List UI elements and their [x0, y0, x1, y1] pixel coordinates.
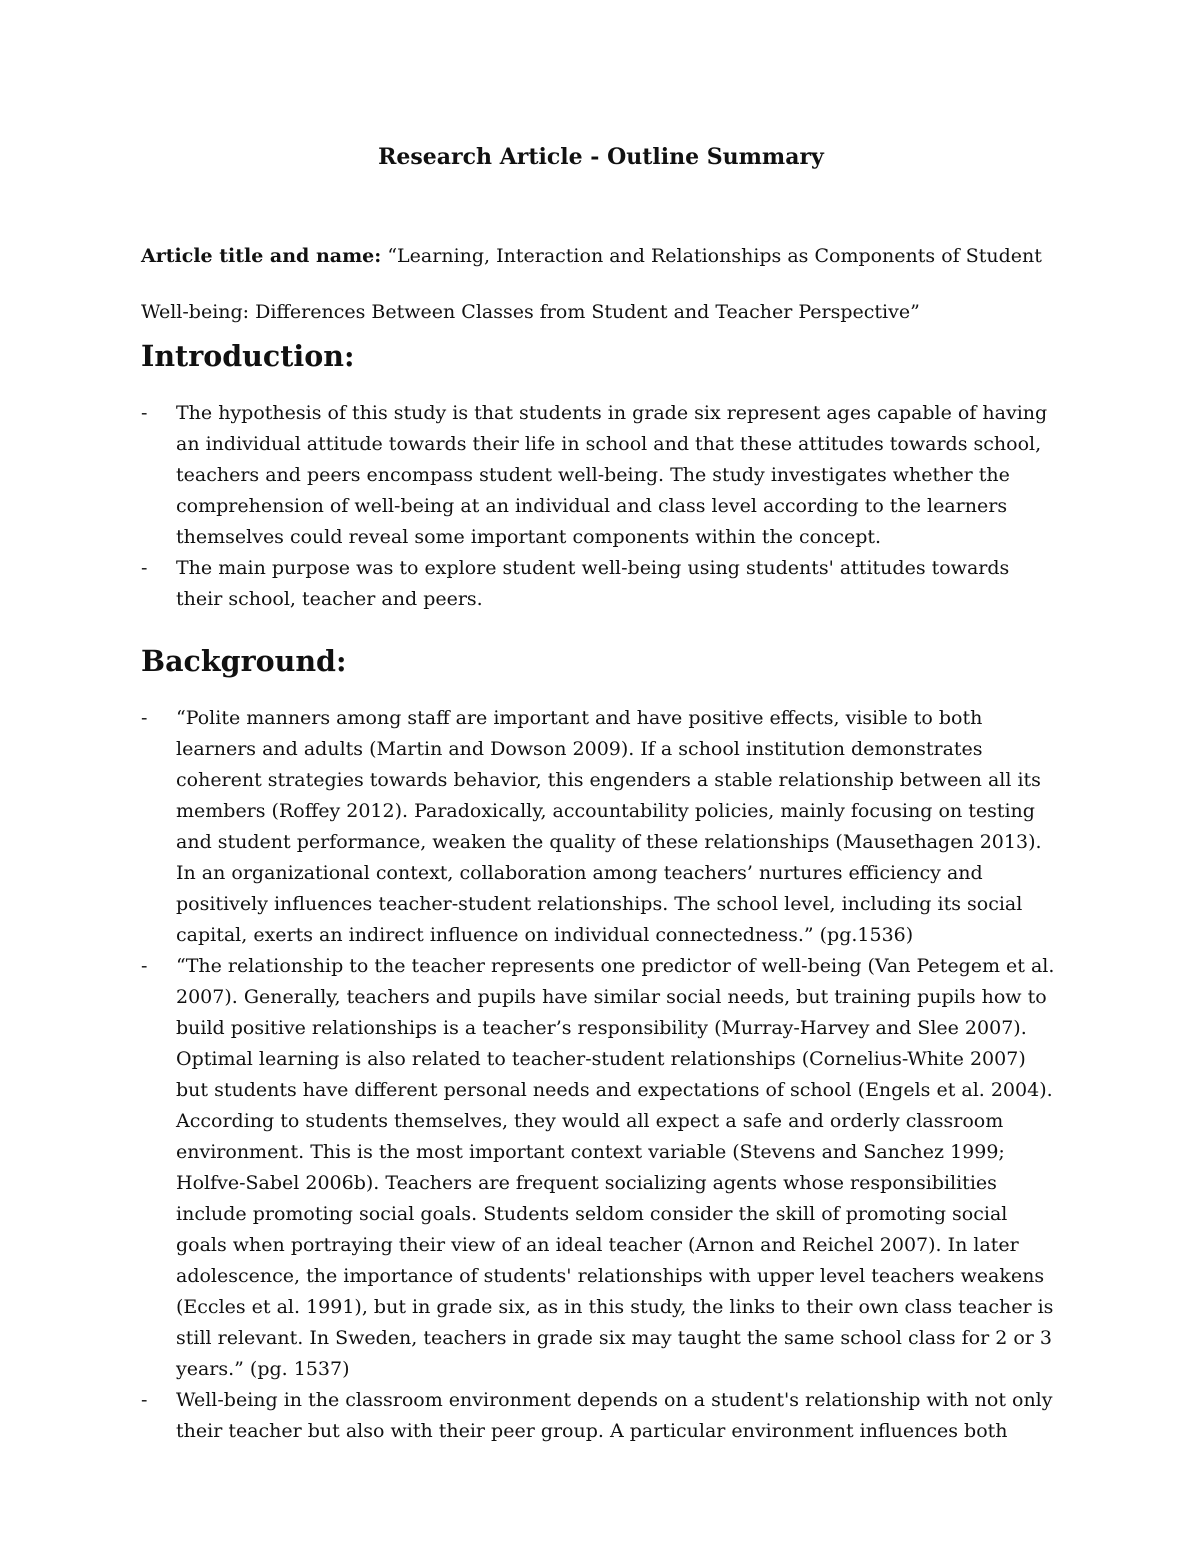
list-item [141, 703, 1061, 951]
list-item [141, 1385, 1061, 1447]
bullet-dash: - [141, 1389, 148, 1411]
bullet-dash: - [141, 557, 148, 579]
list-item-text: The main purpose was to explore student well-being using students' attitudes towards their school, teacher and peers. [176, 557, 1010, 610]
article-title-text-1: “Learning, Interaction and Relationships as Components of Student [387, 245, 1042, 267]
introduction-list [141, 398, 1061, 615]
introduction-heading: Introduction: [141, 339, 355, 373]
background-heading: Background: [141, 644, 347, 678]
list-item [141, 398, 1061, 553]
bullet-dash: - [141, 402, 148, 424]
list-item [141, 951, 1061, 1385]
article-title-text-2: Well-being: Differences Between Classes from Student and Teacher Perspective” [141, 301, 920, 323]
document-title: Research Article - Outline Summary [378, 144, 824, 170]
list-item [141, 553, 1061, 615]
list-item-text: “Polite manners among staff are important and have positive effects, visible to both learners and adults (Martin and Dowson 2009). If a school institution demonstrates coherent strategies towards behavior, this engenders a stable relationship between all its members (Roffey 2012). Paradoxically, accountability policies, mainly focusing on testing and student performance, weaken the quality of these relationships (Mausethagen 2013). In an organizational context, collaboration among teachers’ nurtures efficiency and positively influences teacher-student relationships. The school level, including its social capital, exerts an indirect influence on individual connectedness.” (pg.1536) [176, 707, 1042, 946]
list-item-text: The hypothesis of this study is that students in grade six represent ages capable of having an individual attitude towards their life in school and that these attitudes towards school, teachers and peers encompass student well-being. The study investigates whether the comprehension of well-being at an individual and class level according to the learners themselves could reveal some important components within the concept. [176, 402, 1048, 548]
article-title-label: Article title and name: [141, 245, 382, 267]
list-item-text: Well-being in the classroom environment depends on a student's relationship with not only their teacher but also with their peer group. A particular environment influences both [176, 1389, 1053, 1442]
document-body [141, 141, 1061, 1447]
background-list [141, 703, 1061, 1447]
bullet-dash: - [141, 955, 148, 977]
bullet-dash: - [141, 707, 148, 729]
article-title-line-1 [141, 228, 1061, 284]
article-title-line-2 [141, 284, 1061, 340]
list-item-text: “The relationship to the teacher represents one predictor of well-being (Van Petegem et al. 2007). Generally, teachers and pupils have similar social needs, but training pupils how to build positive relationships is a teacher’s responsibility (Murray-Harvey and Slee 2007). Optimal learning is also related to teacher-student relationships (Cornelius-White 2007) but students have different personal needs and expectations of school (Engels et al. 2004). According to students themselves, they would all expect a safe and orderly classroom environment. This is the most important context variable (Stevens and Sanchez 1999; Holfve-Sabel 2006b). Teachers are frequent socializing agents whose responsibilities include promoting social goals. Students seldom consider the skill of promoting social goals when portraying their view of an ideal teacher (Arnon and Reichel 2007). In later adolescence, the importance of students' relationships with upper level teachers weakens (Eccles et al. 1991), but in grade six, as in this study, the links to their own class teacher is still relevant. In Sweden, teachers in grade six may taught the same school class for 2 or 3 years.” (pg. 1537) [176, 955, 1055, 1380]
